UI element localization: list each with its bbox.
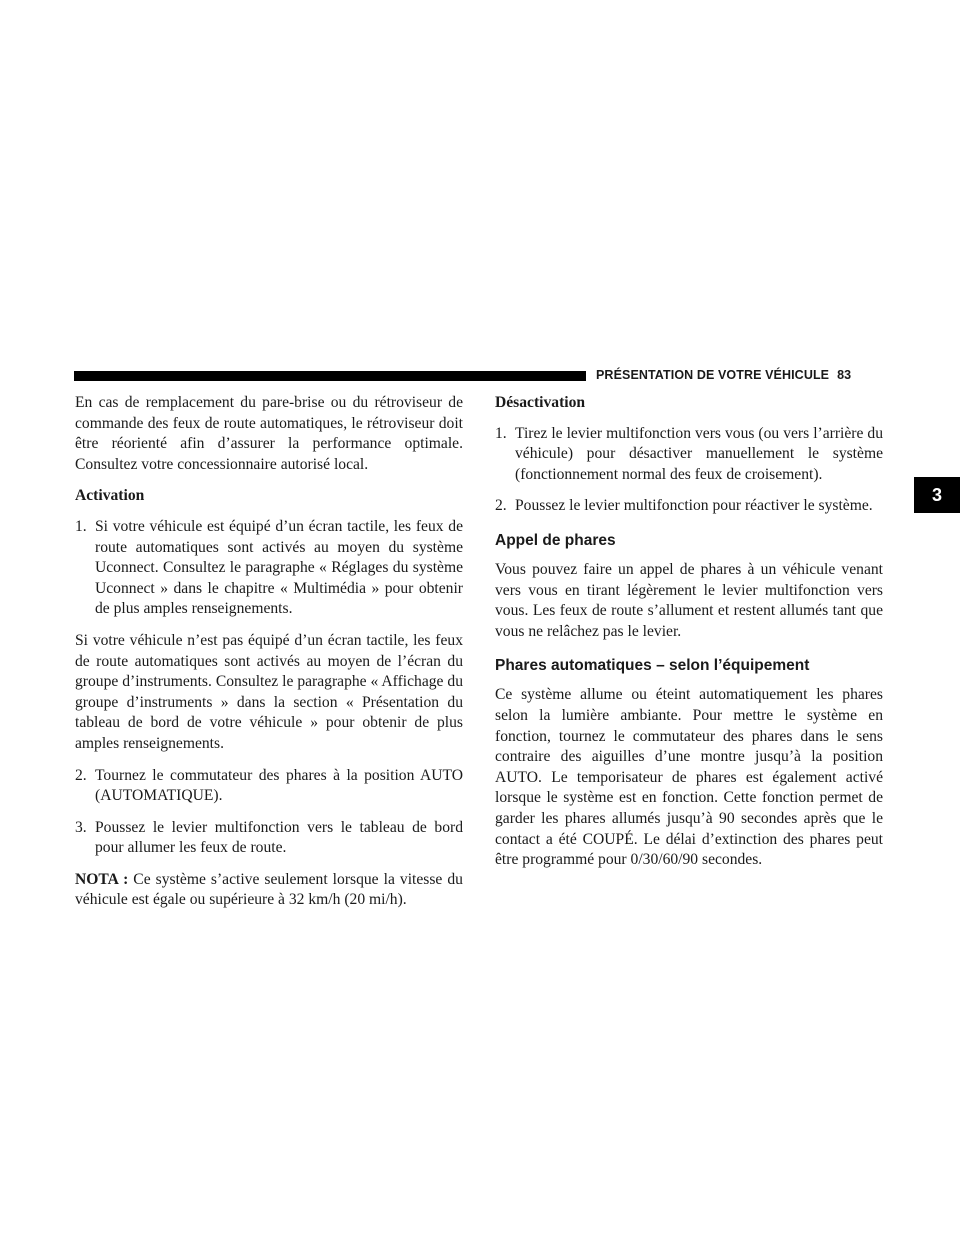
intro-paragraph: En cas de remplacement du pare-brise ou du rétroviseur de commande des feux de route automatiques, le rétroviseur doit être réorienté afin d’assurer la performance optimale. Consultez votre concessionnaire autorisé local.	[75, 394, 463, 473]
step-number: 2.	[495, 497, 507, 515]
header-rule	[74, 371, 586, 381]
running-head-title: PRÉSENTATION DE VOTRE VÉHICULE	[596, 368, 830, 382]
step-text: Poussez le levier multifonction pour réactiver le système.	[515, 497, 873, 515]
flash-heading: Appel de phares	[495, 531, 616, 549]
auto-headlights-heading: Phares automatiques – selon l’équipement	[495, 657, 810, 675]
cluster-paragraph: Si votre véhicule n’est pas équipé d’un écran tactile, les feux de route automatiques sont activés au moyen de l’écran du groupe d’instruments. Consultez le paragraphe « Affichage du groupe d’instruments » dans la section « Présentation du tableau de bord de votre véhicule » pour obtenir de plus amples renseignements.	[75, 631, 463, 752]
running-head	[596, 366, 886, 384]
deactivation-step-2	[495, 496, 883, 517]
activation-heading: Activation	[75, 487, 145, 505]
activation-step-2	[75, 766, 463, 807]
activation-step-3	[75, 818, 463, 859]
step-text: Si votre véhicule est équipé d’un écran tactile, les feux de route automatiques sont activés au moyen du système Uconnect. Consultez le paragraphe « Réglages du système Uconnect » dans le chapitre « Multimédia » pour obtenir de plus amples renseignements.	[95, 517, 463, 618]
note-paragraph	[75, 870, 463, 911]
step-text: Poussez le levier multifonction vers le tableau de bord pour allumer les feux de route.	[95, 818, 463, 857]
deactivation-step-1	[495, 424, 883, 486]
right-column	[495, 393, 883, 882]
flash-paragraph: Vous pouvez faire un appel de phares à un véhicule venant vers vous en tirant légèrement le levier multifonction vers vous. Les feux de route s’allument et restent allumés tant que vous ne relâchez pas le levier.	[495, 560, 883, 640]
note-text: Ce système s’active seulement lorsque la vitesse du véhicule est égale ou supérieure à 32 km/h (20 mi/h).	[75, 870, 463, 909]
step-number: 1.	[75, 517, 87, 535]
page-number: 83	[837, 368, 852, 382]
activation-step-1	[75, 517, 463, 620]
step-text: Tirez le levier multifonction vers vous (ou vers l’arrière du véhicule) pour désactiver manuellement le système (fonctionnement normal des feux de croisement).	[515, 424, 883, 483]
chapter-tab: 3	[914, 477, 960, 513]
step-number: 1.	[495, 424, 507, 442]
deactivation-heading: Désactivation	[495, 394, 586, 411]
left-column	[75, 393, 463, 922]
auto-headlights-paragraph: Ce système allume ou éteint automatiquement les phares selon la lumière ambiante. Pour mettre le système en fonction, tournez le commutateur des phares dans le sens contraire des aiguilles d’une montre jusqu’à la position AUTO. Le temporisateur de phares est également activé lorsque le système est en fonction. Cette fonction permet de garder les phares allumés jusqu’à 90 secondes après que le contact a été COUPÉ. Le délai d’extinction des phares peut être programmé pour 0/30/60/90 secondes.	[495, 686, 883, 869]
note-label: NOTA :	[75, 870, 129, 888]
step-number: 2.	[75, 766, 87, 784]
step-text: Tournez le commutateur des phares à la position AUTO (AUTOMATIQUE).	[95, 766, 463, 805]
step-number: 3.	[75, 818, 87, 836]
